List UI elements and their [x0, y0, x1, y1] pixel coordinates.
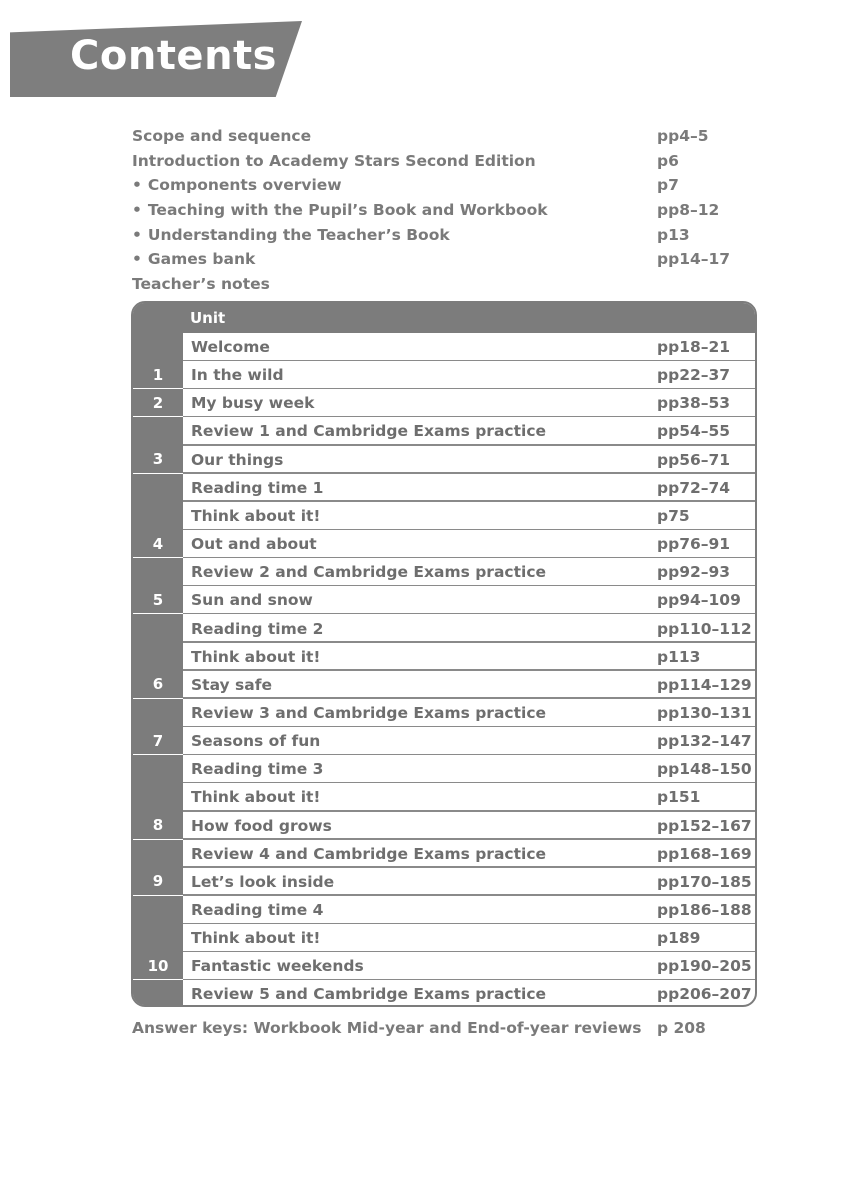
table-row[interactable] — [133, 896, 755, 924]
unit-number — [133, 755, 183, 783]
unit-title: How food grows — [191, 816, 332, 835]
unit-header-label: Unit — [190, 309, 226, 327]
unit-pages: pp130–131 — [657, 703, 752, 722]
unit-title: Seasons of fun — [191, 732, 321, 751]
intro-entry[interactable] — [132, 198, 732, 223]
unit-table-header — [133, 303, 755, 333]
table-row[interactable] — [133, 558, 755, 586]
intro-entry-title: Components overview — [147, 176, 342, 195]
bullet-icon: • — [132, 201, 142, 220]
unit-title: Out and about — [191, 535, 317, 554]
unit-pages: pp170–185 — [657, 872, 752, 891]
unit-number — [133, 333, 183, 361]
table-row[interactable] — [133, 952, 755, 980]
unit-title: Think about it! — [191, 788, 321, 807]
intro-entry-pages: pp8–12 — [657, 201, 720, 220]
intro-entry[interactable] — [132, 173, 732, 198]
unit-number — [133, 699, 183, 727]
unit-title: Reading time 1 — [191, 478, 324, 497]
unit-pages: pp148–150 — [657, 760, 752, 779]
unit-pages: p113 — [657, 647, 701, 666]
unit-number: 2 — [133, 389, 183, 417]
unit-number — [133, 643, 183, 671]
unit-title: Reading time 4 — [191, 901, 324, 919]
bullet-icon: • — [132, 176, 142, 195]
answer-keys-pages: p 208 — [657, 1019, 706, 1037]
unit-pages: pp22–37 — [657, 366, 731, 385]
unit-title: Fantastic weekends — [191, 957, 364, 976]
table-row[interactable] — [133, 417, 755, 445]
unit-title: Review 2 and Cambridge Exams practice — [191, 563, 547, 582]
intro-entry-pages: pp14–17 — [657, 250, 731, 269]
intro-entry-pages: p7 — [657, 176, 679, 195]
unit-number — [133, 417, 183, 445]
unit-number: 3 — [133, 446, 183, 474]
unit-table — [131, 301, 757, 1007]
unit-pages: pp18–21 — [657, 338, 731, 356]
page-title: Contents — [70, 33, 277, 79]
table-row[interactable] — [133, 502, 755, 530]
unit-pages: pp186–188 — [657, 901, 752, 919]
unit-title: Review 1 and Cambridge Exams practice — [191, 422, 547, 441]
unit-number — [133, 840, 183, 868]
unit-title: Reading time 3 — [191, 760, 324, 779]
unit-pages: pp72–74 — [657, 478, 731, 497]
table-row[interactable] — [133, 361, 755, 389]
unit-pages: pp76–91 — [657, 535, 731, 554]
unit-number — [133, 502, 183, 530]
table-row[interactable] — [133, 389, 755, 417]
unit-title: Sun and snow — [191, 591, 313, 610]
table-row[interactable] — [133, 333, 755, 361]
unit-pages: pp56–71 — [657, 450, 731, 469]
unit-number: 8 — [133, 812, 183, 840]
unit-title: Think about it! — [191, 506, 321, 525]
table-row[interactable] — [133, 615, 755, 643]
unit-number — [133, 474, 183, 502]
table-row[interactable] — [133, 924, 755, 952]
unit-pages: pp206–207 — [657, 985, 752, 1004]
unit-title: In the wild — [191, 366, 284, 385]
intro-entry[interactable] — [132, 149, 732, 174]
table-row[interactable] — [133, 980, 755, 1007]
table-row[interactable] — [133, 783, 755, 811]
answer-keys-title: Answer keys: Workbook Mid-year and End-of-year reviews — [132, 1019, 642, 1037]
table-row[interactable] — [133, 868, 755, 896]
unit-pages: pp94–109 — [657, 591, 741, 610]
unit-title: Welcome — [191, 338, 270, 356]
unit-number: 1 — [133, 361, 183, 389]
table-row[interactable] — [133, 840, 755, 868]
unit-number — [133, 783, 183, 811]
intro-entry-pages: p6 — [657, 151, 679, 170]
unit-pages: pp132–147 — [657, 732, 752, 751]
intro-entry-title: Introduction to Academy Stars Second Edition — [132, 151, 536, 170]
intro-entry-title: Understanding the Teacher’s Book — [147, 225, 450, 244]
unit-title: Stay safe — [191, 675, 272, 694]
unit-number — [133, 615, 183, 643]
unit-number: 6 — [133, 671, 183, 699]
unit-pages: pp152–167 — [657, 816, 752, 835]
unit-pages: p75 — [657, 506, 690, 525]
bullet-icon: • — [132, 250, 142, 269]
intro-entry-pages: pp4–5 — [657, 127, 709, 145]
unit-number — [133, 896, 183, 924]
intro-entry-title: Scope and sequence — [132, 127, 312, 145]
table-row[interactable] — [133, 530, 755, 558]
intro-entry[interactable] — [132, 272, 732, 297]
unit-number — [133, 558, 183, 586]
intro-entry-pages: p13 — [657, 225, 690, 244]
unit-number: 5 — [133, 586, 183, 614]
table-row[interactable] — [133, 699, 755, 727]
unit-number: 10 — [133, 952, 183, 980]
unit-title: Review 5 and Cambridge Exams practice — [191, 985, 547, 1004]
unit-number — [133, 924, 183, 952]
unit-title: Our things — [191, 450, 284, 469]
unit-number: 9 — [133, 868, 183, 896]
unit-title: Review 4 and Cambridge Exams practice — [191, 844, 547, 863]
table-row[interactable] — [133, 671, 755, 699]
answer-keys-entry[interactable] — [132, 1016, 732, 1040]
intro-list — [132, 124, 732, 297]
intro-entry[interactable] — [132, 247, 732, 272]
unit-pages: pp168–169 — [657, 844, 752, 863]
table-row[interactable] — [133, 474, 755, 502]
unit-title: Think about it! — [191, 929, 321, 948]
unit-pages: pp190–205 — [657, 957, 752, 976]
intro-entry[interactable] — [132, 223, 732, 248]
table-row[interactable] — [133, 812, 755, 840]
unit-number: 4 — [133, 530, 183, 558]
unit-title: Reading time 2 — [191, 619, 324, 638]
unit-title: Review 3 and Cambridge Exams practice — [191, 703, 547, 722]
unit-title: Let’s look inside — [191, 872, 335, 891]
intro-entry-title: Teacher’s notes — [132, 275, 270, 294]
bullet-icon: • — [132, 225, 142, 244]
intro-entry-title: Games bank — [147, 250, 256, 269]
table-row[interactable] — [133, 755, 755, 783]
unit-pages: pp54–55 — [657, 422, 731, 441]
intro-entry[interactable] — [132, 124, 732, 149]
unit-pages: pp92–93 — [657, 563, 731, 582]
unit-pages: pp114–129 — [657, 675, 752, 694]
unit-pages: p189 — [657, 929, 701, 948]
table-row[interactable] — [133, 727, 755, 755]
unit-title: Think about it! — [191, 647, 321, 666]
intro-entry-title: Teaching with the Pupil’s Book and Workbook — [147, 201, 548, 220]
unit-pages: pp38–53 — [657, 394, 731, 413]
unit-number: 7 — [133, 727, 183, 755]
table-row[interactable] — [133, 643, 755, 671]
unit-number — [133, 980, 183, 1007]
unit-pages: p151 — [657, 788, 701, 807]
unit-pages: pp110–112 — [657, 619, 752, 638]
table-row[interactable] — [133, 446, 755, 474]
table-row[interactable] — [133, 586, 755, 614]
unit-title: My busy week — [191, 394, 315, 413]
